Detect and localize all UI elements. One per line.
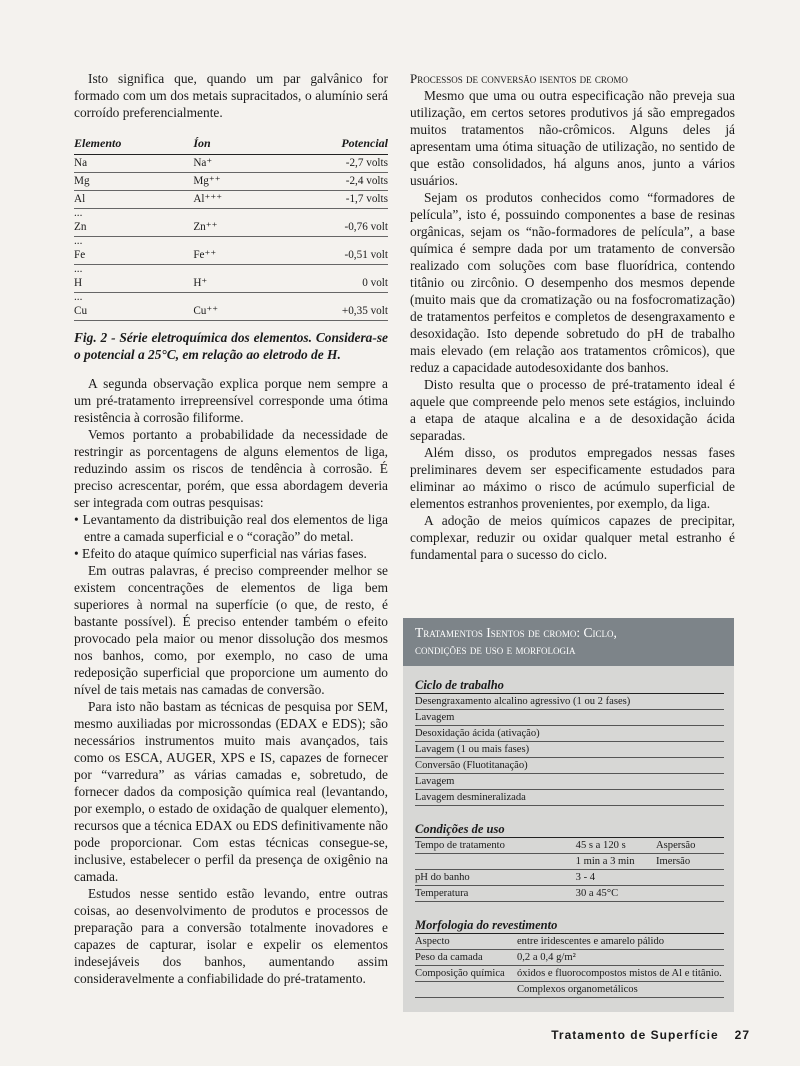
box-title-line: Tratamentos Isentos de cromo: Ciclo, (415, 625, 617, 640)
right-column (410, 70, 735, 563)
electrochemical-series-table (74, 133, 388, 321)
table-row (74, 274, 388, 293)
list-item: • Levantamento da distribuição real dos elementos de liga entre a camada superficial e o “coração” do metal. (74, 511, 388, 545)
paragraph: Disto resulta que o processo de pré-tratamento ideal é aquele que compreende pelo menos sete estágios, incluindo a etapa de ataque alcalina e a de desoxidação ácida separadas. (410, 377, 735, 443)
table-cell: Cu (74, 302, 193, 321)
table-cell: Conversão (Fluotitanação) (415, 758, 724, 774)
table-header: Elemento (74, 133, 193, 155)
table-cell: Fe (74, 246, 193, 265)
ellipsis-row (74, 209, 388, 219)
table-row (74, 246, 388, 265)
table-row (415, 710, 724, 726)
table-row (415, 838, 724, 854)
table-cell: Composição química (415, 966, 517, 982)
table-cell: 45 s a 120 s (576, 838, 656, 854)
table-row (415, 950, 724, 966)
table-row (415, 774, 724, 790)
table-cell: -2,7 volts (294, 155, 388, 173)
table-row (415, 886, 724, 902)
table-cell: 0,2 a 0,4 g/m² (517, 950, 724, 966)
ellipsis: ... (74, 291, 83, 303)
table-cell: Mg (74, 173, 193, 191)
subsection-title: Morfologia do revestimento (415, 918, 724, 934)
paragraph: Para isto não bastam as técnicas de pesquisa por SEM, mesmo auxiliadas por microssondas (EDAX e EDS); são necessários instrumentos muito mais avançados, tais como os ESCA, AUGER, XPS e IS, capazes de fornecer por “varredura” as várias camadas e, sobretudo, de fornecer dados da composição química real (levantando, por exemplo, o estado de oxidação de qualquer elemento), recursos que a técnica EDAX ou EDS definitivamente não pode proporcionar. Com estas técnicas consegue-se, inclusive, estabelecer o perfil da presença de oxigênio na camada. (74, 699, 388, 884)
table-cell: -0,76 volt (294, 218, 388, 237)
table-cell: Fe⁺⁺ (193, 246, 293, 265)
journal-name: Tratamento de Superfície (551, 1028, 719, 1042)
table-row (415, 966, 724, 982)
table-row (415, 726, 724, 742)
table-row (74, 155, 388, 173)
table-cell: Desengraxamento alcalino agressivo (1 ou 2 fases) (415, 694, 724, 710)
table-cell: Complexos organometálicos (517, 982, 724, 998)
table-cell: 30 a 45°C (576, 886, 656, 902)
paragraph: Mesmo que uma ou outra especificação não preveja sua utilização, em certos setores produtivos já são empregados muitos tratamentos não-crômicos. Alguns deles já apresentam uma ótima situação de utilização, no sentido de que estão consolidados, há alguns anos, junto a vários usuários. (410, 88, 735, 188)
paragraph: Além disso, os produtos empregados nessas fases preliminares devem ser especificamente estudados para eliminar ao máximo o risco de acúmulo superficial de elementos estranhos provenientes, por exemplo, da liga. (410, 445, 735, 511)
ellipsis: ... (74, 263, 83, 275)
table-row (415, 694, 724, 710)
paragraph: Sejam os produtos conhecidos como “formadores de película”, isto é, possuindo componentes a base de resinas orgânicas, sejam os “não-formadores de película”, a base química é sempre dada por um tratamento de conversão realizado com soluções com base fluorídrica, contendo titânio ou zircônio. O desempenho dos mesmos depende (muito mais que da cromatização ou na fosfocromatização) de tratamentos perfeitos e completos de desengraxamento e desoxidação. Isto depende sobretudo do pH de trabalho mais elevado (em relação aos tratamentos crômicos), que reduz a capacidade autodesoxidante dos banhos. (410, 190, 735, 375)
bullet-list (74, 511, 388, 562)
table-cell: Mg⁺⁺ (193, 173, 293, 191)
box-title (403, 618, 734, 666)
paragraph: Vemos portanto a probabilidade da necessidade de restringir as porcentagens de alguns elementos de liga, reduzindo assim os riscos de tendência à corrosão. É preciso acrescentar, porém, que essa abordagem deveria ser integrada com outras pesquisas: (74, 427, 388, 510)
table-cell: H (74, 274, 193, 293)
table-cell: Cu⁺⁺ (193, 302, 293, 321)
table-cell: Lavagem desmineralizada (415, 790, 724, 806)
table-row (415, 934, 724, 950)
table-cell (656, 870, 724, 886)
ellipsis-row (74, 265, 388, 275)
table-cell (656, 886, 724, 902)
paragraph: Em outras palavras, é preciso compreender melhor se existem concentrações de elementos de liga bem superiores à normal na superfície (o que, de resto, é bastante possível). É preciso entender também o efeito provocado pela maior ou menor dissolução dos mesmos nos banhos, como, por exemplo, no caso de uma redeposição superficial que proporcione um aumento do nível de tais metais nas camadas de conversão. (74, 563, 388, 697)
table-cell: 3 - 4 (576, 870, 656, 886)
table-row (74, 173, 388, 191)
table-cell: Zn⁺⁺ (193, 218, 293, 237)
table-cell: pH do banho (415, 870, 576, 886)
list-item: • Efeito do ataque químico superficial nas várias fases. (74, 545, 388, 562)
table-cell: Na⁺ (193, 155, 293, 173)
ellipsis-row (74, 237, 388, 247)
table-cell: Zn (74, 218, 193, 237)
table-cell: -1,7 volts (294, 191, 388, 209)
table-row (415, 982, 724, 998)
table-row (415, 870, 724, 886)
table-cell: H⁺ (193, 274, 293, 293)
cycle-table (415, 694, 724, 806)
table-cell: óxidos e fluorocompostos mistos de Al e titânio. (517, 966, 724, 982)
subsection-title: Ciclo de trabalho (415, 678, 724, 694)
table-cell: Peso da camada (415, 950, 517, 966)
box-title-line: condições de uso e morfologia (415, 642, 576, 657)
table-cell: Aspersão (656, 838, 724, 854)
table-cell: Al⁺⁺⁺ (193, 191, 293, 209)
table-cell: entre iridescentes e amarelo pálido (517, 934, 724, 950)
table-header: Íon (193, 133, 293, 155)
left-column (74, 70, 388, 987)
paragraph: Isto significa que, quando um par galvânico for formado com um dos metais supracitados, o alumínio será corroído preferencialmente. (74, 71, 388, 120)
table-cell: 0 volt (294, 274, 388, 293)
paragraph: A segunda observação explica porque nem sempre a um pré-tratamento irrepreensível corresponde uma ótima resistência à corrosão filiforme. (74, 376, 388, 425)
table-cell (415, 854, 576, 870)
table-cell: Imersão (656, 854, 724, 870)
table-cell: Aspecto (415, 934, 517, 950)
table-cell: 1 min a 3 min (576, 854, 656, 870)
sidebar-box (403, 618, 734, 1012)
table-row (74, 302, 388, 321)
figure-caption: Fig. 2 - Série eletroquímica dos elementos. Considera-se o potencial a 25°C, em relação ao eletrodo de H. (74, 330, 388, 362)
table-row (415, 758, 724, 774)
table-cell: Al (74, 191, 193, 209)
table-cell: -0,51 volt (294, 246, 388, 265)
table-cell: Lavagem (415, 710, 724, 726)
table-cell: Tempo de tratamento (415, 838, 576, 854)
table-row (74, 191, 388, 209)
table-cell: Lavagem (1 ou mais fases) (415, 742, 724, 758)
table-row (415, 742, 724, 758)
paragraph: A adoção de meios químicos capazes de precipitar, complexar, reduzir ou oxidar qualquer metal estranho é fundamental para o sucesso do ciclo. (410, 513, 735, 562)
section-title: Processos de conversão isentos de cromo (410, 71, 628, 86)
conditions-table (415, 838, 724, 902)
table-cell: Lavagem (415, 774, 724, 790)
page-number: 27 (734, 1028, 750, 1042)
table-cell: Temperatura (415, 886, 576, 902)
subsection-title: Condições de uso (415, 822, 724, 838)
table-cell: +0,35 volt (294, 302, 388, 321)
table-row (415, 790, 724, 806)
table-cell: Desoxidação ácida (ativação) (415, 726, 724, 742)
ellipsis: ... (74, 207, 83, 219)
ellipsis-row (74, 293, 388, 303)
paragraph: Estudos nesse sentido estão levando, entre outras coisas, ao desenvolvimento de produtos e processos de preparação para a conversão totalmente inovadores e capazes de capturar, isolar e expelir os elementos indesejáveis dos banhos, aumentando assim consideravelmente a confiabilidade do pré-tratamento. (74, 886, 388, 986)
table-header: Potencial (294, 133, 388, 155)
ellipsis: ... (74, 235, 83, 247)
morphology-table (415, 934, 724, 998)
page-footer (551, 1028, 750, 1042)
table-cell (415, 982, 517, 998)
table-row (74, 218, 388, 237)
table-cell: Na (74, 155, 193, 173)
table-cell: -2,4 volts (294, 173, 388, 191)
table-row (415, 854, 724, 870)
